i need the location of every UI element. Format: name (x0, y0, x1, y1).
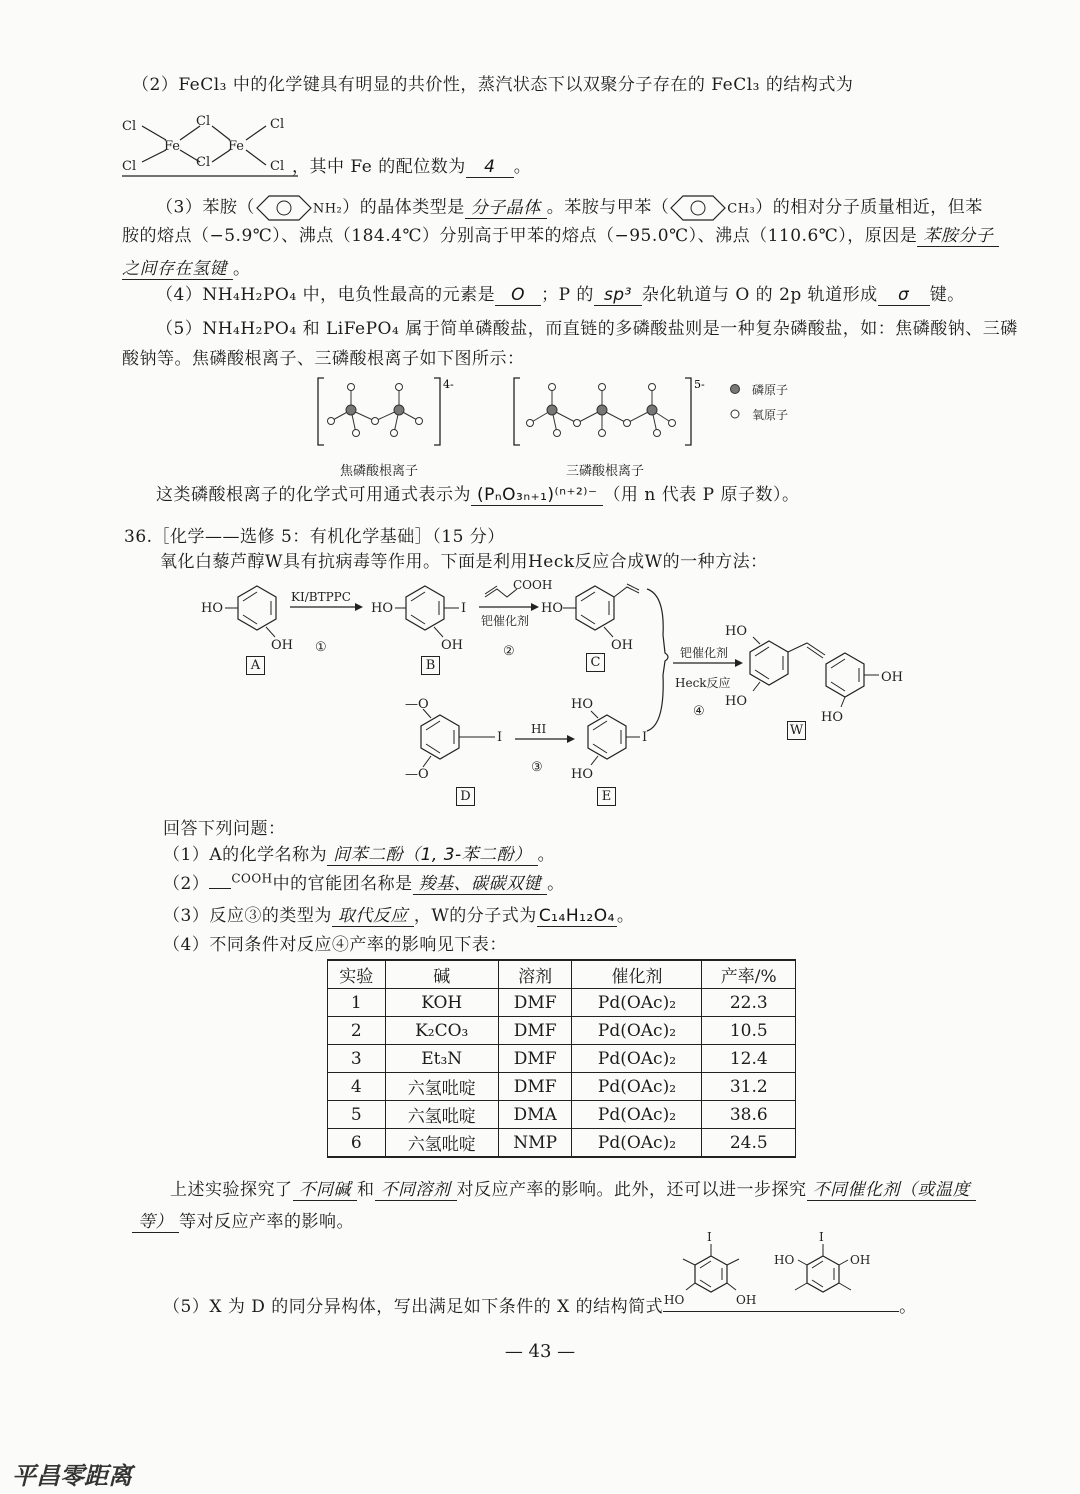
svg-text:HO: HO (201, 601, 223, 616)
svg-text:Cl: Cl (270, 159, 285, 174)
a3-line: （3）反应③的类型为 取代反应 ，W的分子式为 C₁₄H₁₂O₄ 。 (163, 906, 635, 926)
answer-variable-2: 不同溶剂 (375, 1180, 457, 1201)
svg-text:OH: OH (881, 670, 903, 685)
answer-bond-type: σ (878, 285, 930, 306)
svg-text:Fe: Fe (228, 139, 245, 154)
svg-text:HO: HO (774, 1253, 795, 1267)
answer-molecular-formula: C₁₄H₁₂O₄ (538, 906, 615, 926)
q5-line2: 酸钠等。焦磷酸根离子、三磷酸根离子如下图所示： (122, 349, 525, 369)
legend-phosphorus: 磷原子 (752, 383, 789, 397)
svg-text:②: ② (503, 644, 515, 659)
q3-line3: 之间存在氢键 。 (122, 259, 251, 279)
svg-text:4-: 4- (443, 378, 454, 391)
svg-text:HO: HO (371, 601, 393, 616)
svg-text:OH: OH (850, 1253, 871, 1267)
label-w: W (787, 721, 806, 740)
svg-text:COOH: COOH (513, 578, 553, 592)
q5-line1: （5）NH₄H₂PO₄ 和 LiFePO₄ 属于简单磷酸盐，而直链的多磷酸盐则是一种复杂磷酸盐，如：焦磷酸钠、三磷 (156, 319, 1018, 339)
a2-line: （2） $^{COOH}$中的官能团名称是 羧基、碳碳双键 。 (163, 871, 565, 894)
q2-line2: ，其中 Fe 的配位数为 4 。 (292, 157, 532, 177)
svg-text:OH: OH (611, 638, 633, 653)
svg-text:I: I (461, 601, 467, 616)
answer-a-name: 间苯二酚（1, 3-苯二酚） (327, 845, 538, 866)
table-row: 6 六氢吡啶 NMP Pd(OAc)₂ 24.5 (328, 1129, 796, 1158)
page-number: — 43 — (504, 1341, 576, 1362)
svg-text:①: ① (315, 640, 327, 655)
label-a: A (246, 656, 265, 675)
label-c: C (586, 653, 605, 672)
legend-oxygen: 氧原子 (752, 408, 789, 422)
answer-reason-2: 之间存在氢键 (122, 259, 233, 280)
q36-intro: 氧化白藜芦醇W具有抗病毒等作用。下面是利用Heck反应合成W的一种方法： (160, 552, 768, 572)
answer-variable-3: 不同催化剂（或温度 (807, 1180, 977, 1201)
q4-line: （4）NH₄H₂PO₄ 中，电负性最高的元素是 O ；P 的 sp³ 杂化轨道与 O 的 2p 轨道形成 σ 键。 (156, 285, 965, 305)
pyrophosphate-diagram (316, 375, 466, 450)
svg-text:HO: HO (541, 601, 563, 616)
svg-text:OH: OH (271, 638, 293, 653)
table-row: 1 KOH DMF Pd(OAc)₂ 22.3 (328, 989, 796, 1017)
label-b: B (421, 656, 440, 675)
svg-text:HO: HO (821, 710, 843, 725)
q5-formula-line: 这类磷酸根离子的化学式可用通式表示为 (PₙO₃ₙ₊₁)⁽ⁿ⁺²⁾⁻ （用 n 代表 P 原子数）。 (156, 485, 800, 505)
svg-text:钯催化剂: 钯催化剂 (680, 646, 729, 660)
q36-title: 36.［化学——选修 5：有机化学基础］（15 分） (124, 527, 505, 547)
answer-crystal-type: 分子晶体 (465, 198, 547, 219)
table-row: 5 六氢吡啶 DMA Pd(OAc)₂ 38.6 (328, 1101, 796, 1129)
svg-text:钯催化剂: 钯催化剂 (481, 614, 530, 628)
svg-text:I: I (707, 1232, 712, 1244)
answer-electronegativity: O (495, 285, 541, 306)
answer-isomer-blank (663, 1293, 899, 1312)
svg-text:OH: OH (736, 1293, 757, 1307)
svg-text:HO: HO (571, 767, 593, 782)
answer-functional-groups: 羧基、碳碳双键 (413, 874, 548, 895)
svg-text:HO: HO (725, 694, 747, 709)
cl-label: Cl (122, 119, 137, 134)
legend-oxygen-icon (728, 407, 742, 421)
table-row: 2 K₂CO₃ DMF Pd(OAc)₂ 10.5 (328, 1017, 796, 1045)
svg-text:I: I (642, 730, 648, 745)
svg-text:Cl: Cl (196, 114, 211, 129)
answer-reason-1: 苯胺分子 (917, 226, 999, 247)
svg-text:④: ④ (693, 704, 705, 719)
svg-text:5-: 5- (694, 378, 705, 391)
fecl3-dimer-structure (118, 110, 303, 180)
a4-conclusion-line2: 等） 等对反应产率的影响。 (132, 1211, 354, 1233)
answer-coordination: 4 (466, 157, 514, 178)
legend-phosphorus-icon (728, 382, 742, 396)
svg-text:HI: HI (531, 722, 547, 736)
watermark: 平昌零距离 (12, 1462, 132, 1490)
svg-text:Heck反应: Heck反应 (675, 676, 731, 690)
svg-text:HO: HO (725, 624, 747, 639)
answer-hybridization: sp³ (594, 285, 642, 306)
svg-text:KI/BTPPC: KI/BTPPC (291, 590, 351, 604)
svg-text:Cl: Cl (270, 117, 285, 132)
yield-table (327, 959, 796, 1158)
a4-conclusion-line1: 上述实验探究了 不同碱 和 不同溶剂 对反应产率的影响。此外，还可以进一步探究 不同催化剂（或温度 (170, 1179, 976, 1201)
q3-line2: 胺的熔点（−5.9℃）、沸点（184.4℃）分别高于甲苯的熔点（−95.0℃）、沸点（110.6℃），原因是 苯胺分子 (122, 225, 999, 247)
answer-reaction-type: 取代反应 (332, 906, 414, 927)
svg-text:I: I (819, 1232, 824, 1244)
a1-line: （1）A的化学名称为 间苯二酚（1, 3-苯二酚） 。 (163, 845, 556, 865)
synthesis-scheme (195, 575, 920, 815)
a5-line: （5）X 为 D 的同分异构体，写出满足如下条件的 X 的结构简式 。 (163, 1293, 917, 1318)
caption-triphosphate: 三磷酸根离子 (566, 464, 645, 479)
answer-variable-1: 不同碱 (293, 1180, 358, 1201)
q3-line1: （3）苯胺（ NH₂）的晶体类型是 分子晶体 。苯胺与甲苯（ CH₃）的相对分子质量相近，但苯 (156, 193, 983, 223)
svg-text:HO: HO (664, 1293, 685, 1307)
answer-general-formula: (PₙO₃ₙ₊₁)⁽ⁿ⁺²⁾⁻ (471, 485, 603, 506)
svg-text:—O: —O (405, 697, 429, 712)
triphosphate-diagram (512, 375, 712, 450)
svg-text:③: ③ (531, 760, 543, 775)
label-d: D (456, 787, 475, 806)
svg-text:HO: HO (571, 697, 593, 712)
svg-text:Cl: Cl (196, 155, 211, 170)
svg-text:OH: OH (441, 638, 463, 653)
q2-line1: （2）FeCl₃ 中的化学键具有明显的共价性，蒸汽状态下以双聚分子存在的 FeCl₃ 的结构式为 (132, 75, 854, 95)
svg-text:I: I (497, 730, 503, 745)
svg-text:Cl: Cl (122, 159, 137, 174)
table-row: 3 Et₃N DMF Pd(OAc)₂ 12.4 (328, 1045, 796, 1073)
answer-variable-3-cont: 等） (132, 1212, 179, 1233)
table-header-row: 实验 碱 溶剂 催化剂 产率/% (328, 960, 796, 989)
fe-label: Fe (164, 139, 181, 154)
label-e: E (597, 787, 616, 806)
caption-pyrophosphate: 焦磷酸根离子 (340, 464, 419, 479)
svg-text:—O: —O (405, 767, 429, 782)
answer-intro: 回答下列问题： (163, 819, 286, 839)
a4-line: （4）不同条件对反应④产率的影响见下表： (163, 935, 507, 955)
benzene-ring-icon (669, 193, 727, 223)
table-row: 4 六氢吡啶 DMF Pd(OAc)₂ 31.2 (328, 1073, 796, 1101)
benzene-ring-icon (255, 193, 313, 223)
